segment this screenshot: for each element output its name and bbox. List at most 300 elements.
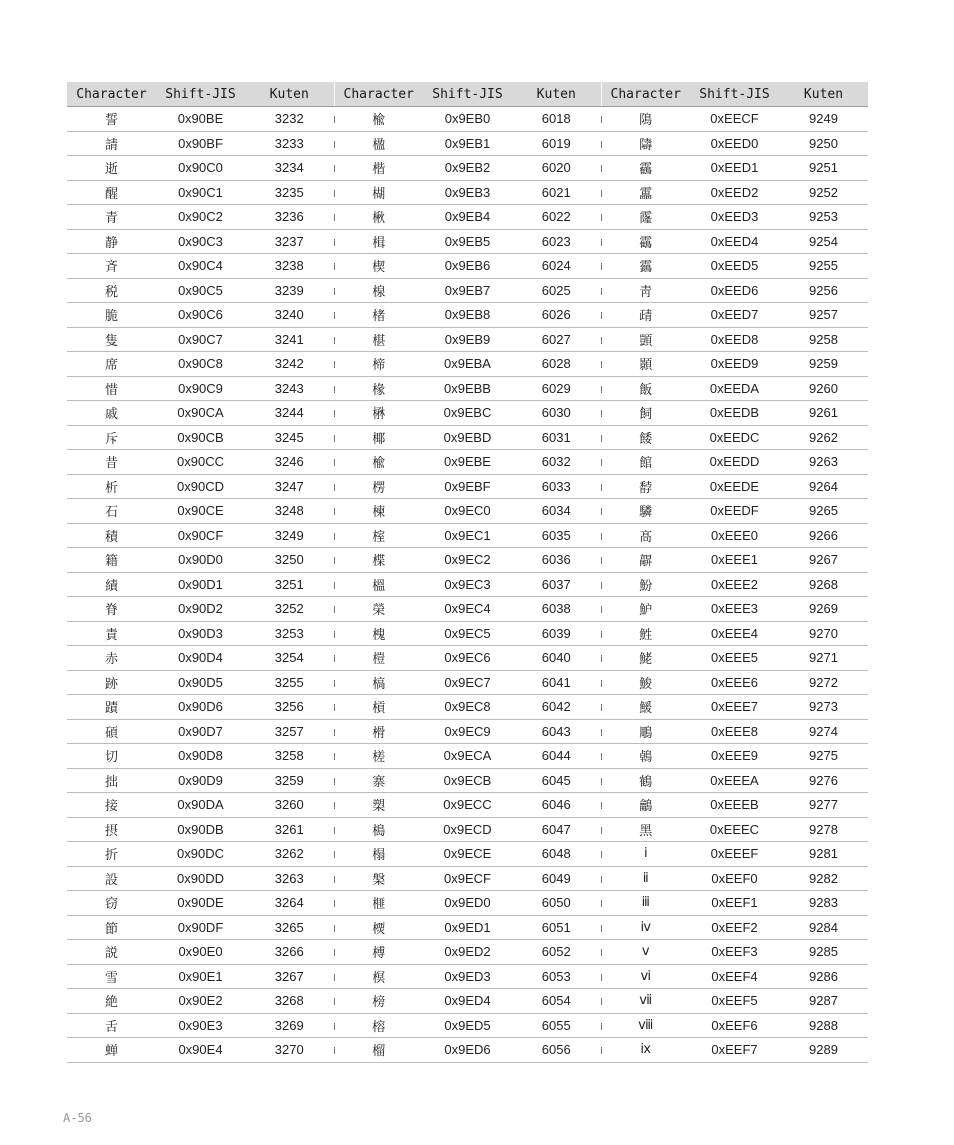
kuten-cell: 9253 bbox=[779, 205, 868, 230]
column-header-kuten-3: Kuten bbox=[779, 82, 868, 107]
kuten-cell: 9250 bbox=[779, 131, 868, 156]
kuten-cell: 3250 bbox=[245, 548, 334, 573]
kuten-cell: 3243 bbox=[245, 376, 334, 401]
shift-jis-cell: 0x9ECE bbox=[423, 842, 512, 867]
character-cell: 窃 bbox=[67, 891, 156, 916]
table-row bbox=[67, 695, 868, 720]
character-cell: 靑 bbox=[601, 278, 690, 303]
shift-jis-cell: 0x90CF bbox=[156, 523, 245, 548]
kuten-cell: 3237 bbox=[245, 229, 334, 254]
kuten-cell: 9288 bbox=[779, 1013, 868, 1038]
shift-jis-cell: 0x9ED3 bbox=[423, 964, 512, 989]
table-row bbox=[67, 548, 868, 573]
kuten-cell: 6022 bbox=[512, 205, 601, 230]
kuten-cell: 3264 bbox=[245, 891, 334, 916]
character-cell: 榠 bbox=[334, 964, 423, 989]
shift-jis-cell: 0xEEF6 bbox=[690, 1013, 779, 1038]
kuten-cell: 3233 bbox=[245, 131, 334, 156]
shift-jis-cell: 0x90D7 bbox=[156, 719, 245, 744]
table-row bbox=[67, 180, 868, 205]
kuten-cell: 6050 bbox=[512, 891, 601, 916]
shift-jis-cell: 0x90D5 bbox=[156, 670, 245, 695]
kuten-cell: 3238 bbox=[245, 254, 334, 279]
character-cell: 鰀 bbox=[601, 695, 690, 720]
character-cell: 脊 bbox=[67, 597, 156, 622]
character-cell: 榁 bbox=[334, 523, 423, 548]
character-cell: 雪 bbox=[67, 964, 156, 989]
character-cell: 榾 bbox=[334, 719, 423, 744]
shift-jis-cell: 0x9EBD bbox=[423, 425, 512, 450]
character-cell: 斉 bbox=[67, 254, 156, 279]
table-row bbox=[67, 572, 868, 597]
table-row bbox=[67, 327, 868, 352]
kuten-cell: 3270 bbox=[245, 1038, 334, 1063]
shift-jis-cell: 0x9ED2 bbox=[423, 940, 512, 965]
character-cell: 顗 bbox=[601, 327, 690, 352]
kuten-cell: 9287 bbox=[779, 989, 868, 1014]
kuten-cell: 9259 bbox=[779, 352, 868, 377]
character-cell: 隝 bbox=[601, 107, 690, 132]
character-cell: 榧 bbox=[334, 891, 423, 916]
kuten-cell: 6056 bbox=[512, 1038, 601, 1063]
table-body bbox=[67, 107, 868, 1063]
kuten-cell: 6024 bbox=[512, 254, 601, 279]
character-cell: 青 bbox=[67, 205, 156, 230]
shift-jis-cell: 0xEEE0 bbox=[690, 523, 779, 548]
character-cell: 楸 bbox=[334, 205, 423, 230]
character-cell: 髜 bbox=[601, 548, 690, 573]
character-cell: 樮 bbox=[334, 915, 423, 940]
table-row bbox=[67, 768, 868, 793]
character-cell: 楹 bbox=[334, 131, 423, 156]
kuten-cell: 6027 bbox=[512, 327, 601, 352]
kuten-cell: 6023 bbox=[512, 229, 601, 254]
shift-jis-cell: 0x9EC2 bbox=[423, 548, 512, 573]
shift-jis-cell: 0x9EB6 bbox=[423, 254, 512, 279]
shift-jis-cell: 0x90C2 bbox=[156, 205, 245, 230]
character-cell: 楙 bbox=[334, 401, 423, 426]
character-cell: 黑 bbox=[601, 817, 690, 842]
shift-jis-cell: 0x90DD bbox=[156, 866, 245, 891]
character-cell: 鸙 bbox=[601, 793, 690, 818]
kuten-cell: 6053 bbox=[512, 964, 601, 989]
table-row bbox=[67, 450, 868, 475]
kuten-cell: 6055 bbox=[512, 1013, 601, 1038]
kuten-cell: 9251 bbox=[779, 156, 868, 181]
kuten-cell: 9273 bbox=[779, 695, 868, 720]
character-cell: ⅸ bbox=[601, 1038, 690, 1063]
column-header-shift-jis-1: Shift-JIS bbox=[156, 82, 245, 107]
character-cell: 槐 bbox=[334, 621, 423, 646]
character-cell: ⅱ bbox=[601, 866, 690, 891]
shift-jis-cell: 0x90C5 bbox=[156, 278, 245, 303]
shift-jis-cell: 0xEEDD bbox=[690, 450, 779, 475]
character-cell: 飯 bbox=[601, 376, 690, 401]
shift-jis-cell: 0x9EBC bbox=[423, 401, 512, 426]
table-row bbox=[67, 303, 868, 328]
kuten-cell: 9263 bbox=[779, 450, 868, 475]
kuten-cell: 3261 bbox=[245, 817, 334, 842]
table-row bbox=[67, 597, 868, 622]
kuten-cell: 6038 bbox=[512, 597, 601, 622]
kuten-cell: 9272 bbox=[779, 670, 868, 695]
table-row bbox=[67, 131, 868, 156]
kuten-cell: 3255 bbox=[245, 670, 334, 695]
character-cell: 髙 bbox=[601, 523, 690, 548]
table-row bbox=[67, 474, 868, 499]
character-cell: 赤 bbox=[67, 646, 156, 671]
character-cell: 誓 bbox=[67, 107, 156, 132]
shift-jis-cell: 0x90E0 bbox=[156, 940, 245, 965]
column-header-shift-jis-2: Shift-JIS bbox=[423, 82, 512, 107]
kuten-cell: 9277 bbox=[779, 793, 868, 818]
table-row bbox=[67, 401, 868, 426]
shift-jis-cell: 0xEEF7 bbox=[690, 1038, 779, 1063]
kuten-cell: 3232 bbox=[245, 107, 334, 132]
character-cell: 椰 bbox=[334, 425, 423, 450]
shift-jis-cell: 0xEECF bbox=[690, 107, 779, 132]
shift-jis-cell: 0xEEDC bbox=[690, 425, 779, 450]
shift-jis-cell: 0xEEDA bbox=[690, 376, 779, 401]
character-cell: 積 bbox=[67, 523, 156, 548]
table-row bbox=[67, 376, 868, 401]
kuten-cell: 6031 bbox=[512, 425, 601, 450]
kuten-cell: 6030 bbox=[512, 401, 601, 426]
kuten-cell: 3239 bbox=[245, 278, 334, 303]
character-cell: 榕 bbox=[334, 1013, 423, 1038]
kuten-cell: 6020 bbox=[512, 156, 601, 181]
shift-jis-cell: 0x90D4 bbox=[156, 646, 245, 671]
kuten-cell: 3251 bbox=[245, 572, 334, 597]
kuten-cell: 9261 bbox=[779, 401, 868, 426]
kuten-cell: 3240 bbox=[245, 303, 334, 328]
shift-jis-cell: 0x90D3 bbox=[156, 621, 245, 646]
shift-jis-cell: 0x90DC bbox=[156, 842, 245, 867]
character-cell: 靏 bbox=[601, 156, 690, 181]
character-cell: 切 bbox=[67, 744, 156, 769]
kuten-cell: 6048 bbox=[512, 842, 601, 867]
kuten-cell: 3245 bbox=[245, 425, 334, 450]
character-cell: 籍 bbox=[67, 548, 156, 573]
character-cell: 寨 bbox=[334, 768, 423, 793]
kuten-cell: 6045 bbox=[512, 768, 601, 793]
table-row bbox=[67, 499, 868, 524]
shift-jis-cell: 0x90C3 bbox=[156, 229, 245, 254]
kuten-cell: 3257 bbox=[245, 719, 334, 744]
shift-jis-cell: 0xEEE8 bbox=[690, 719, 779, 744]
kuten-cell: 9278 bbox=[779, 817, 868, 842]
kuten-cell: 6044 bbox=[512, 744, 601, 769]
shift-jis-cell: 0x90D9 bbox=[156, 768, 245, 793]
table-row bbox=[67, 352, 868, 377]
shift-jis-cell: 0x9EC7 bbox=[423, 670, 512, 695]
shift-jis-cell: 0x90C8 bbox=[156, 352, 245, 377]
shift-jis-cell: 0x90C0 bbox=[156, 156, 245, 181]
shift-jis-cell: 0x90E2 bbox=[156, 989, 245, 1014]
kuten-cell: 6032 bbox=[512, 450, 601, 475]
kuten-cell: 3258 bbox=[245, 744, 334, 769]
character-cell: 節 bbox=[67, 915, 156, 940]
shift-jis-cell: 0xEED0 bbox=[690, 131, 779, 156]
character-cell: 椹 bbox=[334, 327, 423, 352]
shift-jis-cell: 0x90CC bbox=[156, 450, 245, 475]
shift-jis-cell: 0x90DE bbox=[156, 891, 245, 916]
kuten-cell: 3252 bbox=[245, 597, 334, 622]
table-row bbox=[67, 842, 868, 867]
kuten-cell: 9255 bbox=[779, 254, 868, 279]
kuten-cell: 9268 bbox=[779, 572, 868, 597]
shift-jis-cell: 0xEEE4 bbox=[690, 621, 779, 646]
table-row bbox=[67, 817, 868, 842]
kuten-cell: 6039 bbox=[512, 621, 601, 646]
shift-jis-cell: 0x9EBE bbox=[423, 450, 512, 475]
shift-jis-cell: 0x9ECF bbox=[423, 866, 512, 891]
shift-jis-cell: 0x90D0 bbox=[156, 548, 245, 573]
table-row bbox=[67, 254, 868, 279]
shift-jis-cell: 0x90BF bbox=[156, 131, 245, 156]
character-cell: 席 bbox=[67, 352, 156, 377]
shift-jis-cell: 0x90D6 bbox=[156, 695, 245, 720]
character-cell: 醒 bbox=[67, 180, 156, 205]
shift-jis-cell: 0x9EBA bbox=[423, 352, 512, 377]
kuten-cell: 6029 bbox=[512, 376, 601, 401]
shift-jis-cell: 0xEEF5 bbox=[690, 989, 779, 1014]
kuten-cell: 3249 bbox=[245, 523, 334, 548]
character-cell: 絶 bbox=[67, 989, 156, 1014]
character-cell: 馞 bbox=[601, 474, 690, 499]
character-cell: 鮻 bbox=[601, 670, 690, 695]
character-cell: 靕 bbox=[601, 303, 690, 328]
kuten-cell: 3260 bbox=[245, 793, 334, 818]
shift-jis-cell: 0xEEE7 bbox=[690, 695, 779, 720]
kuten-cell: 9266 bbox=[779, 523, 868, 548]
kuten-cell: 3262 bbox=[245, 842, 334, 867]
kuten-cell: 3234 bbox=[245, 156, 334, 181]
kuten-cell: 6047 bbox=[512, 817, 601, 842]
kuten-cell: 3248 bbox=[245, 499, 334, 524]
kuten-cell: 9252 bbox=[779, 180, 868, 205]
shift-jis-cell: 0x90D8 bbox=[156, 744, 245, 769]
shift-jis-cell: 0xEEDF bbox=[690, 499, 779, 524]
table-row bbox=[67, 278, 868, 303]
character-cell: 槊 bbox=[334, 793, 423, 818]
character-cell: 接 bbox=[67, 793, 156, 818]
table-row bbox=[67, 719, 868, 744]
character-cell: 折 bbox=[67, 842, 156, 867]
character-cell: 鮱 bbox=[601, 646, 690, 671]
kuten-cell: 9283 bbox=[779, 891, 868, 916]
kuten-cell: 3266 bbox=[245, 940, 334, 965]
shift-jis-cell: 0x9EC5 bbox=[423, 621, 512, 646]
table-row bbox=[67, 964, 868, 989]
kuten-cell: 9267 bbox=[779, 548, 868, 573]
kuten-cell: 6052 bbox=[512, 940, 601, 965]
kuten-cell: 9256 bbox=[779, 278, 868, 303]
shift-jis-cell: 0x9EC1 bbox=[423, 523, 512, 548]
character-cell: 魵 bbox=[601, 572, 690, 597]
shift-jis-cell: 0xEED1 bbox=[690, 156, 779, 181]
shift-jis-cell: 0x90C7 bbox=[156, 327, 245, 352]
kuten-cell: 3242 bbox=[245, 352, 334, 377]
shift-jis-cell: 0x9ED0 bbox=[423, 891, 512, 916]
kuten-cell: 3256 bbox=[245, 695, 334, 720]
character-cell: 靍 bbox=[601, 229, 690, 254]
character-cell: 楾 bbox=[334, 278, 423, 303]
character-cell: 鵫 bbox=[601, 744, 690, 769]
kuten-cell: 9275 bbox=[779, 744, 868, 769]
table-row bbox=[67, 1038, 868, 1063]
kuten-cell: 6036 bbox=[512, 548, 601, 573]
kuten-cell: 6049 bbox=[512, 866, 601, 891]
shift-jis-cell: 0xEEF2 bbox=[690, 915, 779, 940]
character-cell: 楫 bbox=[334, 229, 423, 254]
table-row bbox=[67, 205, 868, 230]
kuten-cell: 9281 bbox=[779, 842, 868, 867]
kuten-cell: 9257 bbox=[779, 303, 868, 328]
character-cell: 脆 bbox=[67, 303, 156, 328]
table-row bbox=[67, 866, 868, 891]
shift-jis-cell: 0xEEDB bbox=[690, 401, 779, 426]
character-cell: 楡 bbox=[334, 450, 423, 475]
character-cell: 楝 bbox=[334, 499, 423, 524]
table-row bbox=[67, 989, 868, 1014]
shift-jis-cell: 0x9ED5 bbox=[423, 1013, 512, 1038]
shift-jis-cell: 0x9EB8 bbox=[423, 303, 512, 328]
column-header-character-2: Character bbox=[334, 82, 423, 107]
kuten-cell: 9289 bbox=[779, 1038, 868, 1063]
kuten-cell: 6035 bbox=[512, 523, 601, 548]
shift-jis-cell: 0x9EC9 bbox=[423, 719, 512, 744]
shift-jis-cell: 0x90DF bbox=[156, 915, 245, 940]
character-cell: 餧 bbox=[601, 425, 690, 450]
character-cell: 績 bbox=[67, 572, 156, 597]
shift-jis-cell: 0x9EB5 bbox=[423, 229, 512, 254]
shift-jis-cell: 0x9EC6 bbox=[423, 646, 512, 671]
character-cell: 館 bbox=[601, 450, 690, 475]
shift-jis-cell: 0xEEEC bbox=[690, 817, 779, 842]
shift-jis-cell: 0x9ED6 bbox=[423, 1038, 512, 1063]
kuten-cell: 3247 bbox=[245, 474, 334, 499]
shift-jis-cell: 0xEEF3 bbox=[690, 940, 779, 965]
kuten-cell: 6054 bbox=[512, 989, 601, 1014]
kuten-cell: 6037 bbox=[512, 572, 601, 597]
character-cell: 隯 bbox=[601, 131, 690, 156]
shift-jis-cell: 0xEED2 bbox=[690, 180, 779, 205]
shift-jis-cell: 0x9ED4 bbox=[423, 989, 512, 1014]
shift-jis-cell: 0x90C6 bbox=[156, 303, 245, 328]
kuten-cell: 9265 bbox=[779, 499, 868, 524]
kuten-cell: 6046 bbox=[512, 793, 601, 818]
shift-jis-cell: 0xEED5 bbox=[690, 254, 779, 279]
kuten-cell: 3265 bbox=[245, 915, 334, 940]
shift-jis-cell: 0xEEE2 bbox=[690, 572, 779, 597]
table-row bbox=[67, 523, 868, 548]
shift-jis-cell: 0x9ED1 bbox=[423, 915, 512, 940]
character-cell: 楮 bbox=[334, 303, 423, 328]
kuten-cell: 3244 bbox=[245, 401, 334, 426]
table-row bbox=[67, 940, 868, 965]
character-cell: 石 bbox=[67, 499, 156, 524]
character-cell: ⅰ bbox=[601, 842, 690, 867]
character-cell: ⅲ bbox=[601, 891, 690, 916]
shift-jis-cell: 0xEEE6 bbox=[690, 670, 779, 695]
character-cell: ⅵ bbox=[601, 964, 690, 989]
kuten-cell: 6042 bbox=[512, 695, 601, 720]
kuten-cell: 6040 bbox=[512, 646, 601, 671]
shift-jis-cell: 0x90E4 bbox=[156, 1038, 245, 1063]
shift-jis-cell: 0x90C4 bbox=[156, 254, 245, 279]
character-cell: 責 bbox=[67, 621, 156, 646]
character-cell: 鵰 bbox=[601, 719, 690, 744]
shift-jis-cell: 0x9EB4 bbox=[423, 205, 512, 230]
kuten-cell: 6033 bbox=[512, 474, 601, 499]
character-cell: 榴 bbox=[334, 1038, 423, 1063]
character-cell: 請 bbox=[67, 131, 156, 156]
shift-jis-cell: 0xEEE9 bbox=[690, 744, 779, 769]
character-cell: 楔 bbox=[334, 254, 423, 279]
shift-jis-cell: 0x90CD bbox=[156, 474, 245, 499]
character-code-table bbox=[67, 82, 868, 1063]
kuten-cell: 6018 bbox=[512, 107, 601, 132]
character-cell: 霳 bbox=[601, 205, 690, 230]
table-row bbox=[67, 646, 868, 671]
shift-jis-cell: 0x90C1 bbox=[156, 180, 245, 205]
character-cell: 碩 bbox=[67, 719, 156, 744]
character-cell: 榑 bbox=[334, 940, 423, 965]
shift-jis-cell: 0xEEDE bbox=[690, 474, 779, 499]
table-header-row bbox=[67, 82, 868, 107]
character-cell: 槃 bbox=[334, 866, 423, 891]
shift-jis-cell: 0xEEEB bbox=[690, 793, 779, 818]
shift-jis-cell: 0x9EB9 bbox=[423, 327, 512, 352]
table-row bbox=[67, 156, 868, 181]
character-cell: 跡 bbox=[67, 670, 156, 695]
shift-jis-cell: 0xEED9 bbox=[690, 352, 779, 377]
character-cell: 驎 bbox=[601, 499, 690, 524]
kuten-cell: 3241 bbox=[245, 327, 334, 352]
kuten-cell: 3267 bbox=[245, 964, 334, 989]
kuten-cell: 9284 bbox=[779, 915, 868, 940]
character-cell: 舌 bbox=[67, 1013, 156, 1038]
shift-jis-cell: 0x9ECC bbox=[423, 793, 512, 818]
table-row bbox=[67, 793, 868, 818]
kuten-cell: 3269 bbox=[245, 1013, 334, 1038]
shift-jis-cell: 0xEEF0 bbox=[690, 866, 779, 891]
character-cell: 摂 bbox=[67, 817, 156, 842]
column-header-kuten-1: Kuten bbox=[245, 82, 334, 107]
shift-jis-cell: 0x90E1 bbox=[156, 964, 245, 989]
character-cell: ⅳ bbox=[601, 915, 690, 940]
kuten-cell: 6019 bbox=[512, 131, 601, 156]
character-cell: 楞 bbox=[334, 474, 423, 499]
character-cell: 楡 bbox=[334, 107, 423, 132]
shift-jis-cell: 0x9EB0 bbox=[423, 107, 512, 132]
kuten-cell: 9262 bbox=[779, 425, 868, 450]
shift-jis-cell: 0x90E3 bbox=[156, 1013, 245, 1038]
character-cell: 逝 bbox=[67, 156, 156, 181]
kuten-cell: 9285 bbox=[779, 940, 868, 965]
table-row bbox=[67, 915, 868, 940]
character-cell: 靁 bbox=[601, 180, 690, 205]
shift-jis-cell: 0x9EC4 bbox=[423, 597, 512, 622]
shift-jis-cell: 0xEEF4 bbox=[690, 964, 779, 989]
shift-jis-cell: 0xEED6 bbox=[690, 278, 779, 303]
shift-jis-cell: 0x9EB3 bbox=[423, 180, 512, 205]
shift-jis-cell: 0xEEEA bbox=[690, 768, 779, 793]
shift-jis-cell: 0x90C9 bbox=[156, 376, 245, 401]
character-cell: 拙 bbox=[67, 768, 156, 793]
kuten-cell: 3263 bbox=[245, 866, 334, 891]
